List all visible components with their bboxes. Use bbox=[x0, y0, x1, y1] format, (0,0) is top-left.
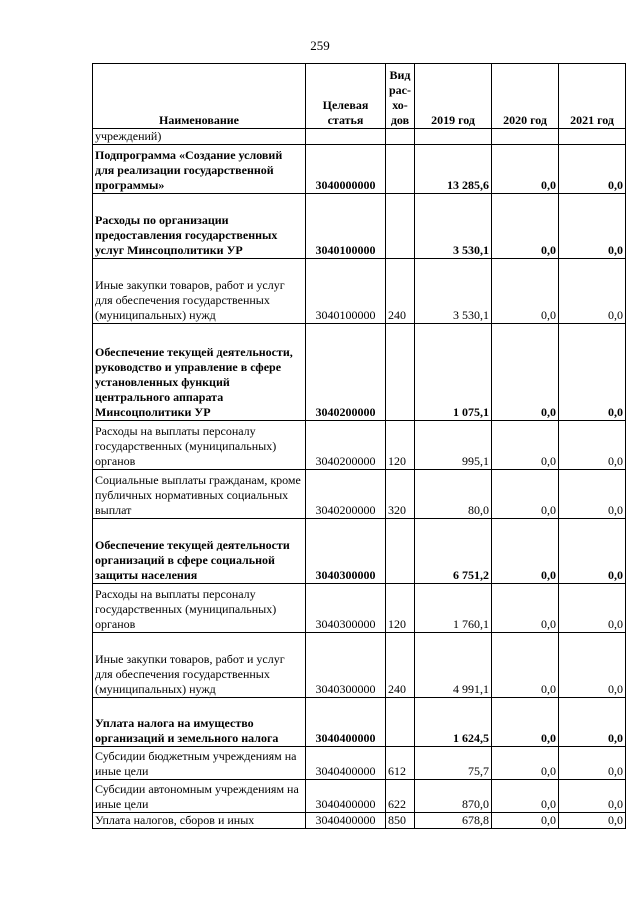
table-row bbox=[93, 259, 626, 324]
row-code-cell: 3040100000 bbox=[306, 194, 386, 259]
row-kind-cell: 612 bbox=[386, 747, 415, 780]
table-row bbox=[93, 698, 626, 747]
row-2021-cell: 0,0 bbox=[559, 584, 626, 633]
row-name-cell: Уплата налога на имущество организаций и земельного налога bbox=[93, 698, 306, 747]
row-code-cell: 3040400000 bbox=[306, 780, 386, 813]
row-2021-cell: 0,0 bbox=[559, 633, 626, 698]
row-kind-cell bbox=[386, 194, 415, 259]
row-2021-cell: 0,0 bbox=[559, 780, 626, 813]
row-2019-cell: 870,0 bbox=[415, 780, 492, 813]
row-2021-cell bbox=[559, 129, 626, 145]
row-2019-cell: 80,0 bbox=[415, 470, 492, 519]
row-2020-cell: 0,0 bbox=[492, 633, 559, 698]
row-2020-cell: 0,0 bbox=[492, 259, 559, 324]
row-code-cell: 3040300000 bbox=[306, 584, 386, 633]
table-row bbox=[93, 519, 626, 584]
row-2021-cell: 0,0 bbox=[559, 421, 626, 470]
row-name-cell: Субсидии автономным учреждениям на иные цели bbox=[93, 780, 306, 813]
row-kind-cell: 622 bbox=[386, 780, 415, 813]
row-2019-cell: 678,8 bbox=[415, 813, 492, 829]
row-code-cell: 3040200000 bbox=[306, 470, 386, 519]
row-name-cell: Социальные выплаты гражданам, кроме публичных нормативных социальных выплат bbox=[93, 470, 306, 519]
table-header-row bbox=[93, 64, 626, 129]
row-name-cell: Субсидии бюджетным учреждениям на иные цели bbox=[93, 747, 306, 780]
table-body bbox=[93, 129, 626, 829]
table-row bbox=[93, 324, 626, 421]
table-row bbox=[93, 145, 626, 194]
row-2020-cell: 0,0 bbox=[492, 519, 559, 584]
row-name-cell: Обеспечение текущей деятельности, руководство и управление в сфере установленных функций центрального аппарата Минсоцполитики УР bbox=[93, 324, 306, 421]
row-2021-cell: 0,0 bbox=[559, 145, 626, 194]
row-2020-cell: 0,0 bbox=[492, 780, 559, 813]
row-2021-cell: 0,0 bbox=[559, 813, 626, 829]
row-2019-cell: 995,1 bbox=[415, 421, 492, 470]
row-2019-cell: 75,7 bbox=[415, 747, 492, 780]
row-2020-cell: 0,0 bbox=[492, 698, 559, 747]
row-2020-cell: 0,0 bbox=[492, 421, 559, 470]
header-2021: 2021 год bbox=[559, 64, 626, 129]
row-name-cell: Иные закупки товаров, работ и услуг для обеспечения государственных (муниципальных) нужд bbox=[93, 633, 306, 698]
row-2019-cell: 13 285,6 bbox=[415, 145, 492, 194]
row-name-cell: Обеспечение текущей деятельности организаций в сфере социальной защиты населения bbox=[93, 519, 306, 584]
row-kind-cell bbox=[386, 698, 415, 747]
row-2021-cell: 0,0 bbox=[559, 259, 626, 324]
budget-table bbox=[92, 63, 626, 829]
table-row bbox=[93, 633, 626, 698]
row-2021-cell: 0,0 bbox=[559, 698, 626, 747]
row-name-cell: Иные закупки товаров, работ и услуг для обеспечения государственных (муниципальных) нужд bbox=[93, 259, 306, 324]
row-code-cell: 3040100000 bbox=[306, 259, 386, 324]
row-name-cell: Подпрограмма «Создание условий для реализации государственной программы» bbox=[93, 145, 306, 194]
row-code-cell: 3040300000 bbox=[306, 633, 386, 698]
row-name-cell: Уплата налогов, сборов и иных bbox=[93, 813, 306, 829]
row-code-cell: 3040400000 bbox=[306, 747, 386, 780]
row-kind-cell: 120 bbox=[386, 421, 415, 470]
row-code-cell: 3040200000 bbox=[306, 421, 386, 470]
row-name-cell: Расходы по организации предоставления государственных услуг Минсоцполитики УР bbox=[93, 194, 306, 259]
row-2020-cell: 0,0 bbox=[492, 194, 559, 259]
row-2019-cell: 3 530,1 bbox=[415, 259, 492, 324]
row-code-cell: 3040300000 bbox=[306, 519, 386, 584]
table-row bbox=[93, 421, 626, 470]
row-kind-cell: 850 bbox=[386, 813, 415, 829]
row-name-cell: Расходы на выплаты персоналу государственных (муниципальных) органов bbox=[93, 584, 306, 633]
row-kind-cell bbox=[386, 324, 415, 421]
row-code-cell bbox=[306, 129, 386, 145]
row-2019-cell: 6 751,2 bbox=[415, 519, 492, 584]
row-kind-cell: 240 bbox=[386, 259, 415, 324]
row-2020-cell: 0,0 bbox=[492, 584, 559, 633]
row-name-cell: учреждений) bbox=[93, 129, 306, 145]
row-2020-cell bbox=[492, 129, 559, 145]
table-row bbox=[93, 194, 626, 259]
row-2020-cell: 0,0 bbox=[492, 470, 559, 519]
header-code: Целевая статья bbox=[306, 64, 386, 129]
row-2019-cell: 1 075,1 bbox=[415, 324, 492, 421]
row-2020-cell: 0,0 bbox=[492, 813, 559, 829]
table-row bbox=[93, 584, 626, 633]
table-row bbox=[93, 780, 626, 813]
row-kind-cell: 120 bbox=[386, 584, 415, 633]
row-2021-cell: 0,0 bbox=[559, 519, 626, 584]
row-kind-cell bbox=[386, 519, 415, 584]
header-name: Наименование bbox=[93, 64, 306, 129]
page-number: 259 bbox=[310, 38, 330, 53]
row-kind-cell bbox=[386, 145, 415, 194]
row-2021-cell: 0,0 bbox=[559, 747, 626, 780]
row-2019-cell: 1 760,1 bbox=[415, 584, 492, 633]
row-2021-cell: 0,0 bbox=[559, 324, 626, 421]
row-2020-cell: 0,0 bbox=[492, 747, 559, 780]
row-name-cell: Расходы на выплаты персоналу государственных (муниципальных) органов bbox=[93, 421, 306, 470]
header-kind: Вид рас-хо-дов bbox=[386, 64, 415, 129]
row-2019-cell: 3 530,1 bbox=[415, 194, 492, 259]
row-code-cell: 3040000000 bbox=[306, 145, 386, 194]
row-2021-cell: 0,0 bbox=[559, 470, 626, 519]
row-2019-cell: 1 624,5 bbox=[415, 698, 492, 747]
row-code-cell: 3040400000 bbox=[306, 698, 386, 747]
row-kind-cell: 320 bbox=[386, 470, 415, 519]
table-row bbox=[93, 129, 626, 145]
header-2019: 2019 год bbox=[415, 64, 492, 129]
header-2020: 2020 год bbox=[492, 64, 559, 129]
row-kind-cell: 240 bbox=[386, 633, 415, 698]
row-2021-cell: 0,0 bbox=[559, 194, 626, 259]
row-kind-cell bbox=[386, 129, 415, 145]
table-row bbox=[93, 470, 626, 519]
row-2020-cell: 0,0 bbox=[492, 145, 559, 194]
row-2019-cell bbox=[415, 129, 492, 145]
row-code-cell: 3040200000 bbox=[306, 324, 386, 421]
row-code-cell: 3040400000 bbox=[306, 813, 386, 829]
table-row bbox=[93, 747, 626, 780]
row-2020-cell: 0,0 bbox=[492, 324, 559, 421]
table-row bbox=[93, 813, 626, 829]
row-2019-cell: 4 991,1 bbox=[415, 633, 492, 698]
